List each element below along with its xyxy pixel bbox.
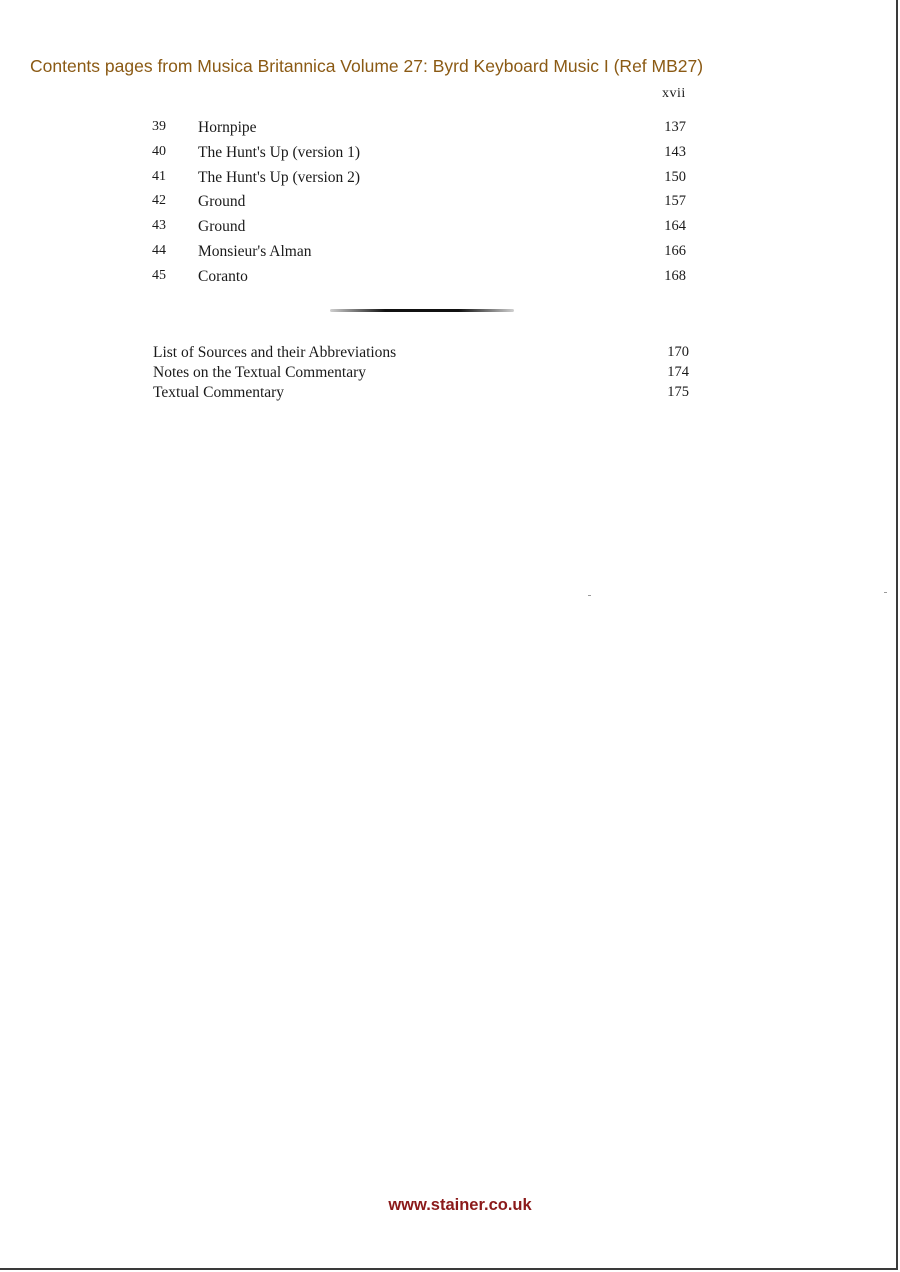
contents-entry (150, 243, 690, 268)
entry-title: The Hunt's Up (version 1) (198, 143, 361, 161)
appendix-entry (153, 384, 690, 404)
appendix-entry-title: List of Sources and their Abbreviations (153, 344, 397, 361)
entry-title: Coranto (198, 267, 248, 285)
contents-entry (150, 218, 690, 243)
entry-page: 157 (664, 193, 686, 210)
entry-title: Ground (198, 218, 246, 236)
entry-number: 40 (152, 143, 166, 159)
entry-title: Ground (198, 193, 246, 211)
contents-entry (150, 169, 690, 194)
entry-number: 41 (152, 168, 166, 184)
entry-number: 39 (152, 119, 166, 134)
scan-speck (884, 592, 887, 593)
entry-title: Hornpipe (198, 119, 257, 136)
entry-page: 168 (664, 267, 686, 284)
appendix-entry-title: Textual Commentary (153, 384, 285, 401)
appendix-entry-page: 174 (667, 364, 689, 380)
entry-page: 150 (664, 168, 686, 185)
section-divider-rule (330, 309, 514, 312)
entry-number: 45 (152, 267, 166, 283)
appendix-list (153, 344, 690, 404)
entry-title: Monsieur's Alman (198, 242, 312, 260)
entry-number: 44 (152, 242, 166, 258)
entry-page: 143 (664, 143, 686, 160)
appendix-entry-page: 175 (667, 384, 689, 400)
stainer-website-link[interactable]: www.stainer.co.uk (388, 1196, 532, 1214)
entry-page: 166 (664, 242, 686, 259)
entry-page: 137 (664, 119, 686, 135)
contents-entry (150, 119, 690, 144)
contents-list (150, 119, 690, 293)
page-number: xvii (662, 86, 686, 101)
contents-entry (150, 268, 690, 293)
entry-title: The Hunt's Up (version 2) (198, 168, 361, 186)
appendix-entry-page: 170 (667, 344, 689, 360)
contents-entry (150, 193, 690, 218)
appendix-entry (153, 344, 690, 364)
entry-page: 164 (664, 218, 686, 235)
entry-number: 42 (152, 193, 166, 209)
entry-number: 43 (152, 218, 166, 234)
appendix-entry (153, 364, 690, 384)
document-header-title: Contents pages from Musica Britannica Volume 27: Byrd Keyboard Music I (Ref MB27) (30, 56, 704, 76)
scan-speck (588, 595, 591, 596)
contents-entry (150, 144, 690, 169)
appendix-entry-title: Notes on the Textual Commentary (153, 364, 367, 381)
